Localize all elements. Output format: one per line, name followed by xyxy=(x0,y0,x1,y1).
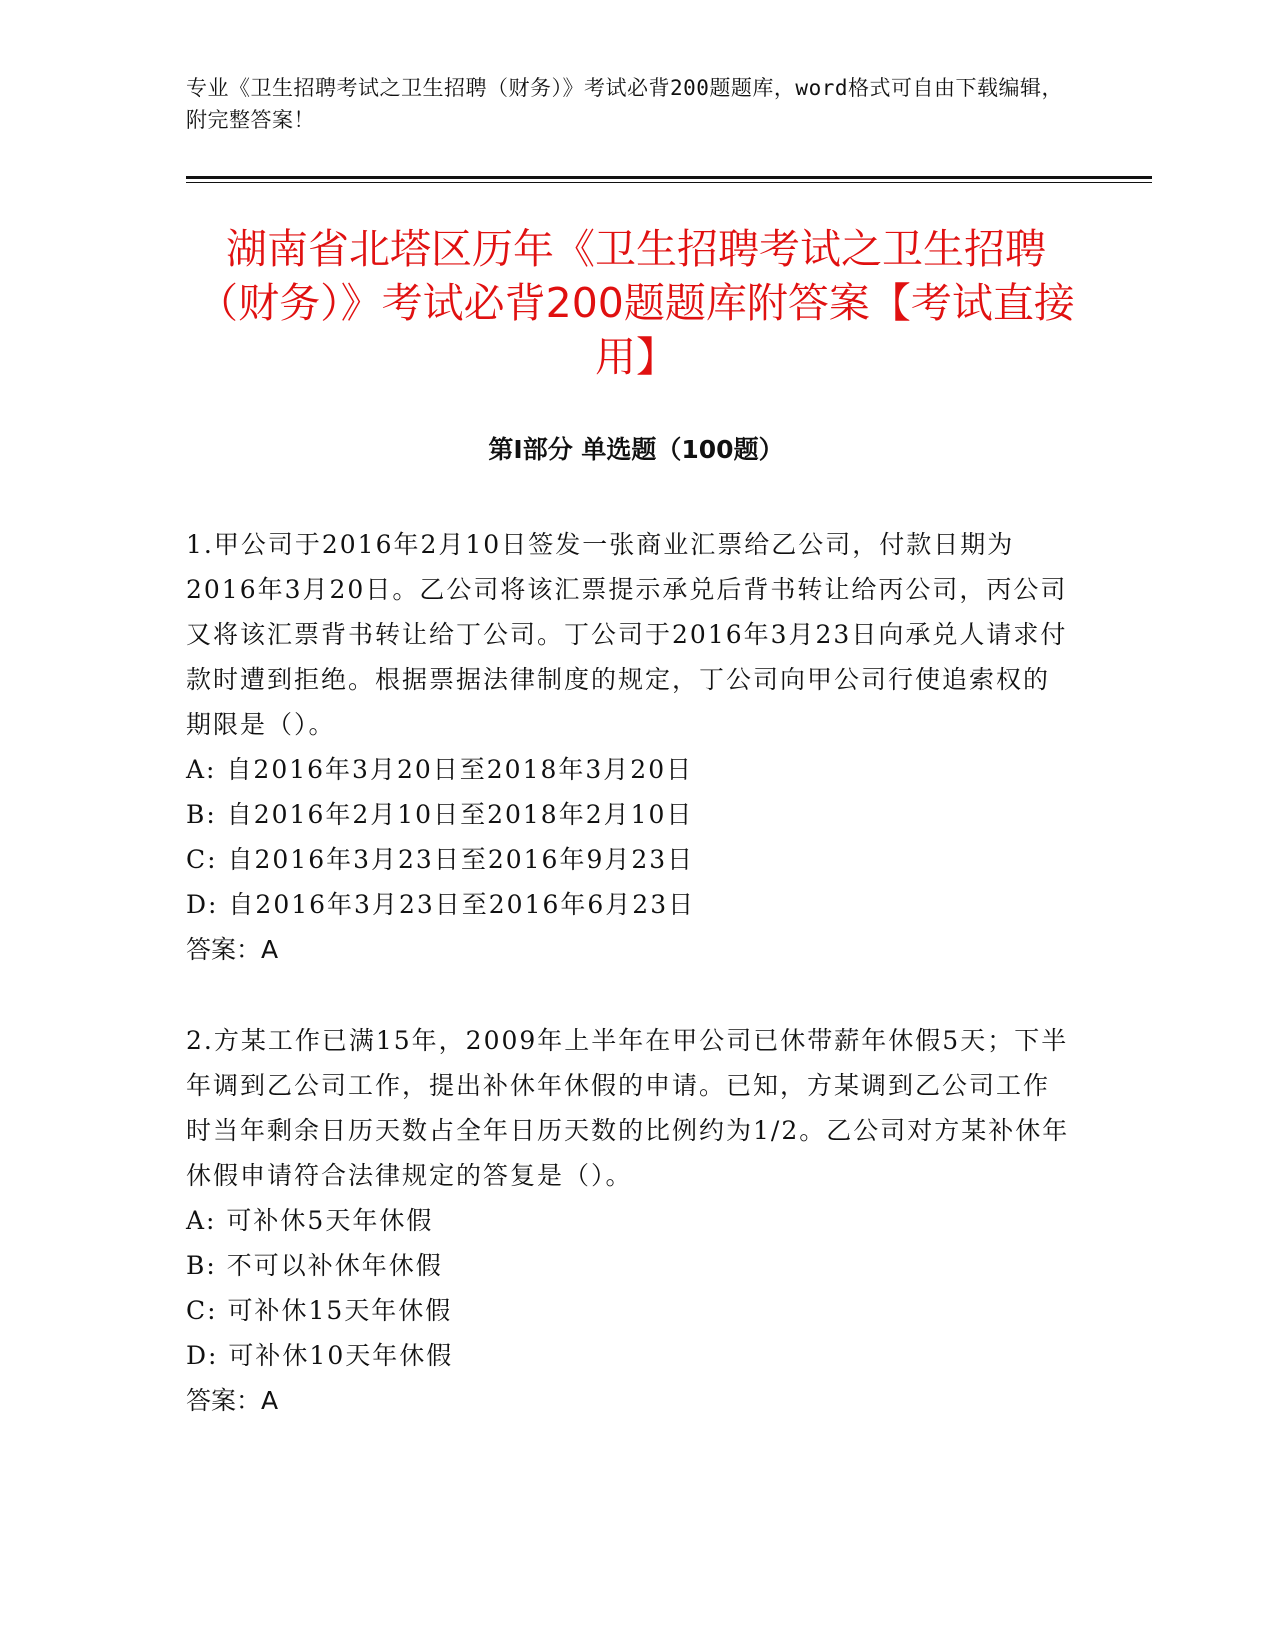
answer: 答案：A xyxy=(186,1386,279,1415)
header-rule-thin xyxy=(186,182,1152,183)
header-rule-thick xyxy=(186,176,1152,179)
option-a: A: 可补休5天年休假 xyxy=(186,1206,434,1235)
question-1 xyxy=(186,522,1076,972)
question-text: 1.甲公司于2016年2月10日签发一张商业汇票给乙公司，付款日期为2016年3月20日。乙公司将该汇票提示承兑后背书转让给丙公司，丙公司又将该汇票背书转让给丁公司。丁公司于2016年3月23日向承兑人请求付款时遭到拒绝。根据票据法律制度的规定，丁公司向甲公司行使追索权的期限是（）。 xyxy=(186,530,1068,739)
question-2 xyxy=(186,1018,1076,1423)
option-a: A: 自2016年3月20日至2018年3月20日 xyxy=(186,755,694,784)
section-title: 第I部分 单选题（100题） xyxy=(488,435,784,464)
header-note: 专业《卫生招聘考试之卫生招聘（财务）》考试必背200题题库，word格式可自由下载编辑，附完整答案！ xyxy=(186,76,1063,132)
option-d: D: 可补休10天年休假 xyxy=(186,1341,454,1370)
option-b: B: 不可以补休年休假 xyxy=(186,1251,443,1280)
option-b: B: 自2016年2月10日至2018年2月10日 xyxy=(186,800,694,829)
question-text: 2.方某工作已满15年，2009年上半年在甲公司已休带薪年休假5天；下半年调到乙公司工作，提出补休年休假的申请。已知，方某调到乙公司工作时当年剩余日历天数占全年日历天数的比例约为1/2。乙公司对方某补休年休假申请符合法律规定的答复是（）。 xyxy=(186,1026,1070,1190)
document-title: 湖南省北塔区历年《卫生招聘考试之卫生招聘（财务）》考试必背200题题库附答案【考试直接用】 xyxy=(197,225,1075,381)
option-c: C: 自2016年3月23日至2016年9月23日 xyxy=(186,845,695,874)
option-c: C: 可补休15天年休假 xyxy=(186,1296,453,1325)
option-d: D: 自2016年3月23日至2016年6月23日 xyxy=(186,890,696,919)
answer: 答案：A xyxy=(186,935,279,964)
